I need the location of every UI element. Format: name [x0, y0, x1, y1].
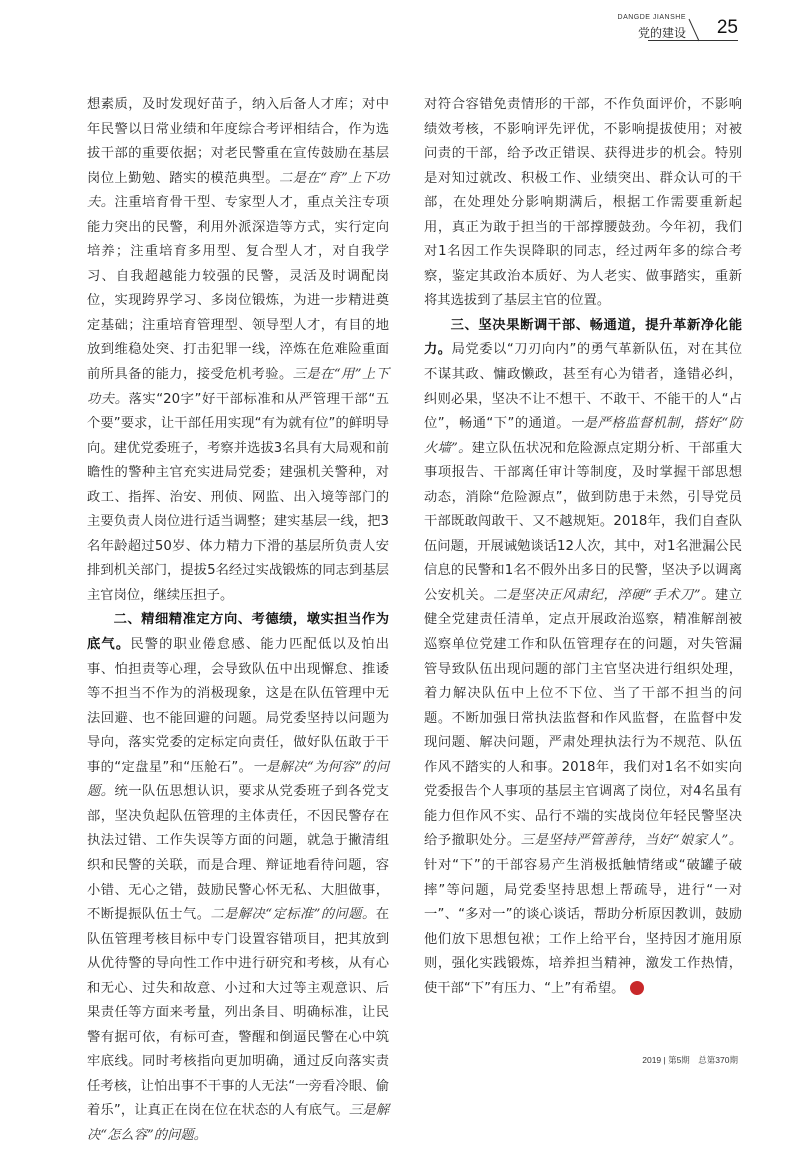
emphasis-run: 二是在“育”上下功夫。	[87, 170, 389, 211]
text-run: 统一队伍思想认识，要求从党委班子到各党支部，坚决负起队伍管理的主体责任，不因民警存在执法过错、工作失误等方面的问题，就急于撇清组织和民警的关联，而是合理、辩证地看待问题，容小错、无心之错，鼓励民警心怀无私、大胆做事，不断提振队伍士气。	[87, 784, 390, 923]
text-run: 在队伍管理考核目标中专门设置容错项目，把其放到从优待警的导向性工作中进行研究和考核，从有心和无心、过失和故意、小过和大过等主观意识、后果责任等方面来考量，列出条目、明确标准，让民警有据可依，有标可查，警醒和倒逼民警在心中筑牢底线。同时考核指向更加明确，通过反向落实责任考核，让怕出事不干事的人无法“一旁看冷眼、偷着乐”，让真正在岗在位在状态的人有底气。	[87, 907, 389, 1119]
text-run: 想素质，及时发现好苗子，纳入后备人才库；对中年民警以日常业绩和年度综合考评相结合，作为选拔干部的重要依据；对老民警重在宣传鼓励在基层岗位上勤勉、踏实的模范典型。	[87, 97, 389, 186]
emphasis-run: 一是解决“为何容”的问题。	[87, 759, 389, 800]
left-column	[87, 93, 389, 1149]
paragraph	[424, 314, 742, 1001]
emphasis-run: 二是解决“定标准”的问题。	[210, 907, 376, 923]
right-column	[424, 93, 742, 1001]
issue-footer: 2019 | 第5期 总第370期	[642, 1055, 738, 1065]
page-number: 25	[716, 17, 738, 38]
paragraph	[87, 93, 389, 608]
section-heading: 二、精细精准定方向、考德绩，墩实担当作为底气。	[87, 612, 389, 653]
end-mark-icon: 党	[630, 981, 644, 995]
text-run: 建立健全党建责任清单，定点开展政治巡察，精准解剖被巡察单位党建工作和队伍管理存在的问题，对失管漏管导致队伍出现问题的部门主官坚决进行组织处理，着力解决队伍中上位不下位、当了干部不担当的问题。不断加强日常执法监督和作风监督，在监督中发现问题、解决问题，严肃处理执法行为不规范、队伍作风不踏实的人和事。2018年，我们对1名不如实向党委报告个人事项的基层主官调离了岗位，对4名虽有能力但作风不实、品行不端的实战岗位年轻民警坚决给予撤职处分。	[424, 587, 742, 849]
text-run: 注重培育骨干型、专家型人才，重点关注专项能力突出的民警，利用外派深造等方式，实行定向培养；注重培育多用型、复合型人才，对自我学习、自我超越能力较强的民警，灵活及时调配岗位，实现跨界学习、多岗位锻炼，为进一步精进奠定基础；注重培育管理型、领导型人才，有目的地放到维稳处突、打击犯罪一线，淬炼在危难险重面前所具备的能力，接受危机考验。	[87, 195, 390, 383]
brand-cn: 党的建设	[637, 26, 686, 40]
paragraph	[424, 93, 742, 314]
section-heading: 三、坚决果断调干部、畅通道，提升革新净化能力。	[424, 317, 742, 358]
masthead	[598, 14, 738, 42]
emphasis-run: 三是在“用”上下功夫。	[87, 367, 389, 407]
text-run: 对符合容错免责情形的干部，不作负面评价，不影响绩效考核，不影响评先评优，不影响提拔使用；对被问责的干部，给予改正错误、获得进步的机会。特别是对知过就改、积极工作、业绩突出、群众认可的干部，在处理处分影响期满后，根据工作需要重新起用，真正为敢于担当的干部撑腰鼓劲。今年初，我们对1名因工作失误降职的同志，经过两年多的综合考察，鉴定其政治本质好、为人老实、做事踏实，重新将其选拔到了基层主官的位置。	[424, 97, 742, 309]
emphasis-run: 一是严格监督机制，搭好“防火墙”。	[424, 416, 742, 456]
text-run: 局党委以“刀刃向内”的勇气革新队伍，对在其位不谋其政、慵政懒政，甚至有心为错者，逢错必纠，纠则必果，坚决不让不想干、不敢干、不能干的人“占位”，畅通“下”的通道。	[424, 342, 743, 432]
text-run: 落实“20字”好干部标准和从严管理干部“五个要”要求，让干部任用实现“有为就有位”的鲜明导向。建优党委班子，考察并选拔3名具有大局观和前瞻性的警种主官充实进局党委；建强机关警种，对政工、指挥、治安、刑侦、网监、出入境等部门的主要负责人岗位进行适当调整；建实基层一线，把3名年龄超过50岁、体力精力下滑的基层所负责人安排到机关部门，提拔5名经过实战锻炼的同志到基层主官岗位，继续压担子。	[87, 391, 389, 603]
emphasis-run: 三是解决“怎么容”的问题。	[87, 1103, 389, 1143]
brand-en: DANGDE JIANSHE	[617, 14, 686, 21]
text-run: 民警的职业倦怠感、能力匹配低以及怕出事、怕担责等心理，会导致队伍中出现懈怠、推诿等不担当不作为的消极现象，这是在队伍管理中无法回避、也不能回避的问题。局党委坚持以问题为导向，落实党委的定标定向责任，做好队伍敢于干事的“定盘星”和“压舱石”。	[87, 637, 390, 775]
paragraph	[87, 608, 389, 1148]
header-rule	[648, 40, 738, 41]
emphasis-run: 三是坚持严管善待，当好“娘家人”。	[520, 833, 742, 849]
text-run: 建立队伍状况和危险源点定期分析、干部重大事项报告、干部离任审计等制度，及时掌握干部思想动态，消除“危险源点”，做到防患于未然，引导党员干部既敢闯敢干、又不越规矩。2018年，我们自查队伍问题，开展诫勉谈话12人次，其中，对1名泄漏公民信息的民警和1名不假外出多日的民警，坚决予以调离公安机关。	[424, 440, 742, 603]
divider-slash-icon	[688, 18, 700, 42]
text-run: 针对“下”的干部容易产生消极抵触情绪或“破罐子破摔”等问题，局党委坚持思想上帮疏导，进行“一对一”、“多对一”的谈心谈话，帮助分析原因教训，鼓励他们放下思想包袱；工作上给平台，坚持因才施用原则，强化实践锻炼，培养担当精神，激发工作热情，使干部“下”有压力、“上”有希望。	[424, 857, 742, 996]
emphasis-run: 二是坚决正风肃纪，淬硬“手术刀”。	[493, 587, 715, 603]
